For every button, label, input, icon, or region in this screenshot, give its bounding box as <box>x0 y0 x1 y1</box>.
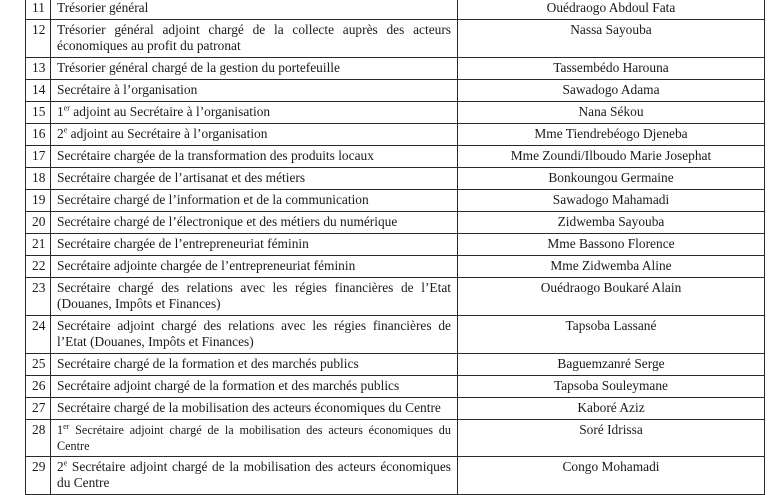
role-ordinal: 2 <box>57 459 64 474</box>
table-row <box>26 354 765 376</box>
row-name: Tassembédo Harouna <box>458 58 765 80</box>
table-row <box>26 80 765 102</box>
role-text: adjoint au Secrétaire à l’organisation <box>73 104 271 119</box>
role-ordinal: 2 <box>57 126 64 141</box>
row-role: Secrétaire adjointe chargée de l’entrepreneuriat féminin <box>51 256 458 278</box>
row-name: Nassa Sayouba <box>458 20 765 58</box>
row-name: Mme Tiendrebéogo Djeneba <box>458 124 765 146</box>
row-name: Bonkoungou Germaine <box>458 168 765 190</box>
table-row <box>26 278 765 316</box>
row-name: Tapsoba Lassané <box>458 316 765 354</box>
row-role: Trésorier général chargé de la gestion du portefeuille <box>51 58 458 80</box>
row-role: Trésorier général adjoint chargé de la collecte auprès des acteurs économiques au profit du patronat <box>51 20 458 58</box>
row-name: Tapsoba Souleymane <box>458 376 765 398</box>
row-role <box>51 102 458 124</box>
table-row <box>26 190 765 212</box>
row-role: Secrétaire chargée de la transformation des produits locaux <box>51 146 458 168</box>
table-row <box>26 146 765 168</box>
row-name: Mme Zidwemba Aline <box>458 256 765 278</box>
row-name: Kaboré Aziz <box>458 398 765 420</box>
role-ordinal: 1 <box>57 104 64 119</box>
table-row <box>26 58 765 80</box>
row-role: Secrétaire chargé des relations avec les régies financières de l’Etat (Douanes, Impôts et Finances) <box>51 278 458 316</box>
row-number: 21 <box>26 234 51 256</box>
row-number: 19 <box>26 190 51 212</box>
role-text: adjoint au Secrétaire à l’organisation <box>70 126 268 141</box>
table-row <box>26 20 765 58</box>
row-role: Secrétaire chargé de l’information et de la communication <box>51 190 458 212</box>
table-row <box>26 234 765 256</box>
role-ordinal-suffix: e <box>63 458 68 468</box>
row-role <box>51 457 458 495</box>
row-role: Secrétaire chargée de l’artisanat et des métiers <box>51 168 458 190</box>
row-number: 28 <box>26 420 51 457</box>
role-ordinal-suffix: e <box>63 125 68 135</box>
table-row <box>26 316 765 354</box>
table-row <box>26 102 765 124</box>
role-ordinal-suffix: er <box>63 421 70 431</box>
row-number: 25 <box>26 354 51 376</box>
row-name: Mme Bassono Florence <box>458 234 765 256</box>
row-name: Nana Sékou <box>458 102 765 124</box>
table-row <box>26 168 765 190</box>
role-text: Secrétaire adjoint chargé de la mobilisation des acteurs économiques du Centre <box>57 423 451 453</box>
row-number: 13 <box>26 58 51 80</box>
row-number: 23 <box>26 278 51 316</box>
row-name: Baguemzanré Serge <box>458 354 765 376</box>
row-name: Congo Mohamadi <box>458 457 765 495</box>
row-role: Secrétaire chargé de la formation et des marchés publics <box>51 354 458 376</box>
table-row <box>26 212 765 234</box>
row-role <box>51 420 458 457</box>
role-ordinal: 1 <box>57 423 64 437</box>
row-number: 17 <box>26 146 51 168</box>
table-row <box>26 0 765 20</box>
row-number: 15 <box>26 102 51 124</box>
table-row <box>26 420 765 457</box>
row-number: 24 <box>26 316 51 354</box>
table-row <box>26 457 765 495</box>
row-number: 22 <box>26 256 51 278</box>
row-role: Secrétaire chargé de l’électronique et des métiers du numérique <box>51 212 458 234</box>
role-text: Secrétaire adjoint chargé de la mobilisation des acteurs économiques du Centre <box>57 459 451 490</box>
row-number: 16 <box>26 124 51 146</box>
row-number: 14 <box>26 80 51 102</box>
row-name: Sawadogo Mahamadi <box>458 190 765 212</box>
role-ordinal-suffix: er <box>63 103 70 113</box>
row-name: Sawadogo Adama <box>458 80 765 102</box>
row-role <box>51 124 458 146</box>
row-number: 20 <box>26 212 51 234</box>
row-name: Zidwemba Sayouba <box>458 212 765 234</box>
row-number: 26 <box>26 376 51 398</box>
row-name: Ouédraogo Boukaré Alain <box>458 278 765 316</box>
row-number: 12 <box>26 20 51 58</box>
row-role: Secrétaire chargée de l’entrepreneuriat féminin <box>51 234 458 256</box>
row-role: Secrétaire adjoint chargé de la formation et des marchés publics <box>51 376 458 398</box>
table-row <box>26 124 765 146</box>
table-row <box>26 376 765 398</box>
table-row <box>26 256 765 278</box>
row-number: 18 <box>26 168 51 190</box>
row-name: Soré Idrissa <box>458 420 765 457</box>
row-number: 11 <box>26 0 51 20</box>
row-role: Trésorier général <box>51 0 458 20</box>
row-role: Secrétaire adjoint chargé des relations avec les régies financières de l’Etat (Douanes, Impôts et Finances) <box>51 316 458 354</box>
row-number: 27 <box>26 398 51 420</box>
row-role: Secrétaire à l’organisation <box>51 80 458 102</box>
row-role: Secrétaire chargé de la mobilisation des acteurs économiques du Centre <box>51 398 458 420</box>
row-name: Ouédraogo Abdoul Fata <box>458 0 765 20</box>
roster-table <box>25 0 765 495</box>
table-row <box>26 398 765 420</box>
row-name: Mme Zoundi/Ilboudo Marie Josephat <box>458 146 765 168</box>
row-number: 29 <box>26 457 51 495</box>
